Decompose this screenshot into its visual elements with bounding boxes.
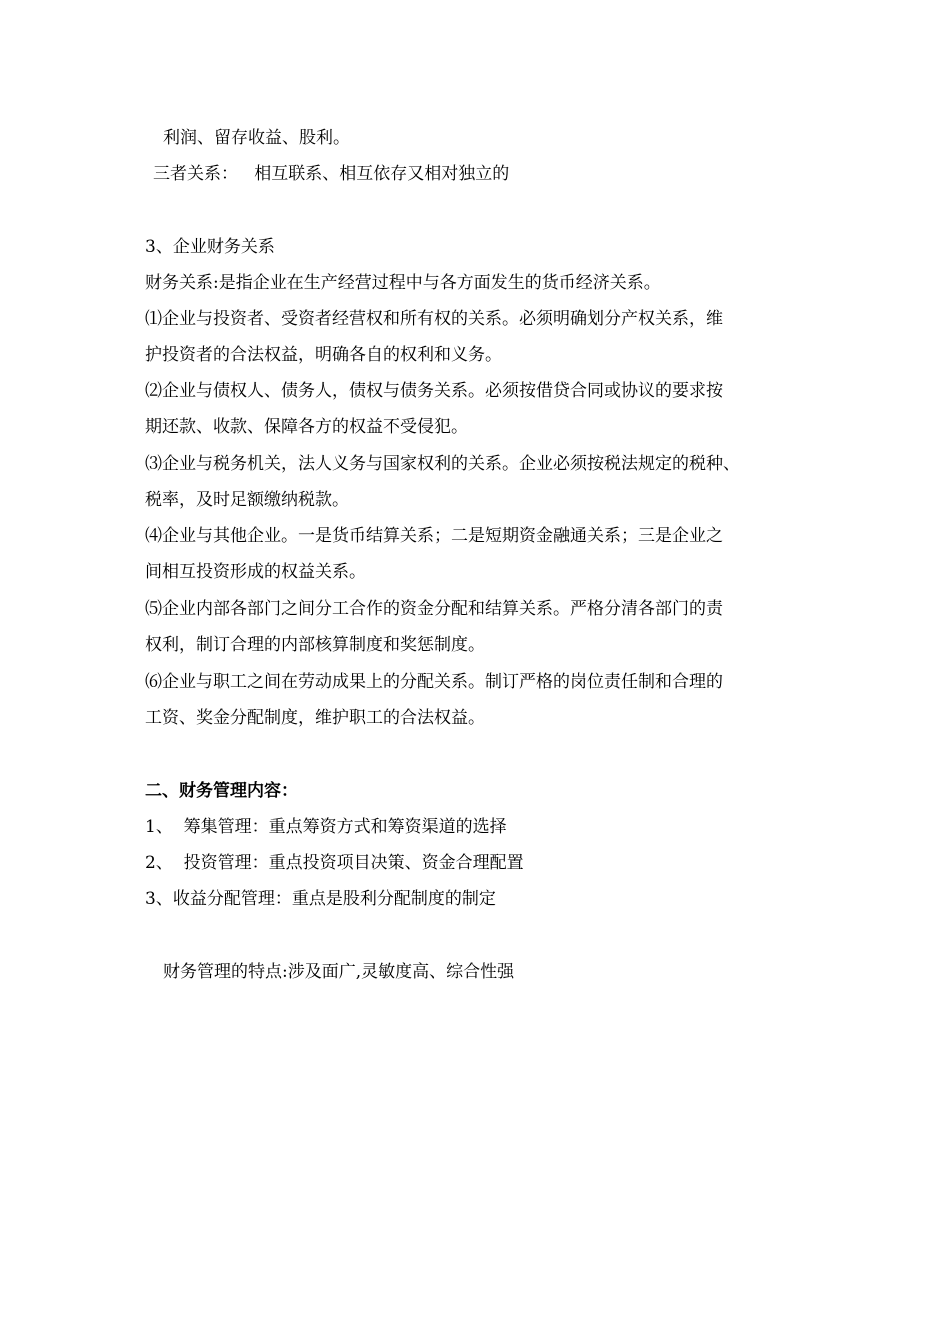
relation-item-6-line-1: ⑹企业与职工之间在劳动成果上的分配关系。制订严格的岗位责任制和合理的	[145, 672, 723, 692]
relation-item-2-line-1: ⑵企业与债权人、债务人，债权与债务关系。必须按借贷合同或协议的要求按	[145, 381, 723, 401]
relation-item-2-line-2: 期还款、收款、保障各方的权益不受侵犯。	[145, 417, 468, 437]
relation-item-1-line-1: ⑴企业与投资者、受资者经营权和所有权的关系。必须明确划分产权关系，维	[145, 309, 723, 329]
features-line: 财务管理的特点:涉及面广,灵敏度高、综合性强	[163, 962, 515, 982]
relation-item-5-line-2: 权利，制订合理的内部核算制度和奖惩制度。	[145, 635, 485, 655]
relation-item-4-line-2: 间相互投资形成的权益关系。	[145, 562, 366, 582]
content-item-1: 1、 筹集管理：重点筹资方式和筹资渠道的选择	[145, 817, 507, 837]
relation-item-1-line-2: 护投资者的合法权益，明确各自的权利和义务。	[145, 345, 502, 365]
content-item-3: 3、收益分配管理：重点是股利分配制度的制定	[145, 889, 496, 909]
relation-item-4-line-1: ⑷企业与其他企业。一是货币结算关系；二是短期资金融通关系；三是企业之	[145, 526, 723, 546]
relation-item-6-line-2: 工资、奖金分配制度，维护职工的合法权益。	[145, 708, 485, 728]
financial-relation-definition: 财务关系:是指企业在生产经营过程中与各方面发生的货币经济关系。	[145, 273, 661, 293]
section-3-heading: 3、企业财务关系	[145, 237, 275, 257]
content-item-2: 2、 投资管理：重点投资项目决策、资金合理配置	[145, 853, 524, 873]
intro-line-1: 利润、留存收益、股利。	[163, 128, 350, 148]
relation-item-3-line-1: ⑶企业与税务机关，法人义务与国家权利的关系。企业必须按税法规定的税种、	[145, 454, 740, 474]
relation-item-5-line-1: ⑸企业内部各部门之间分工合作的资金分配和结算关系。严格分清各部门的责	[145, 599, 723, 619]
relation-item-3-line-2: 税率，及时足额缴纳税款。	[145, 490, 349, 510]
part-2-heading: 二、财务管理内容：	[145, 781, 298, 801]
intro-line-2: 三者关系： 相互联系、相互依存又相对独立的	[153, 164, 510, 184]
